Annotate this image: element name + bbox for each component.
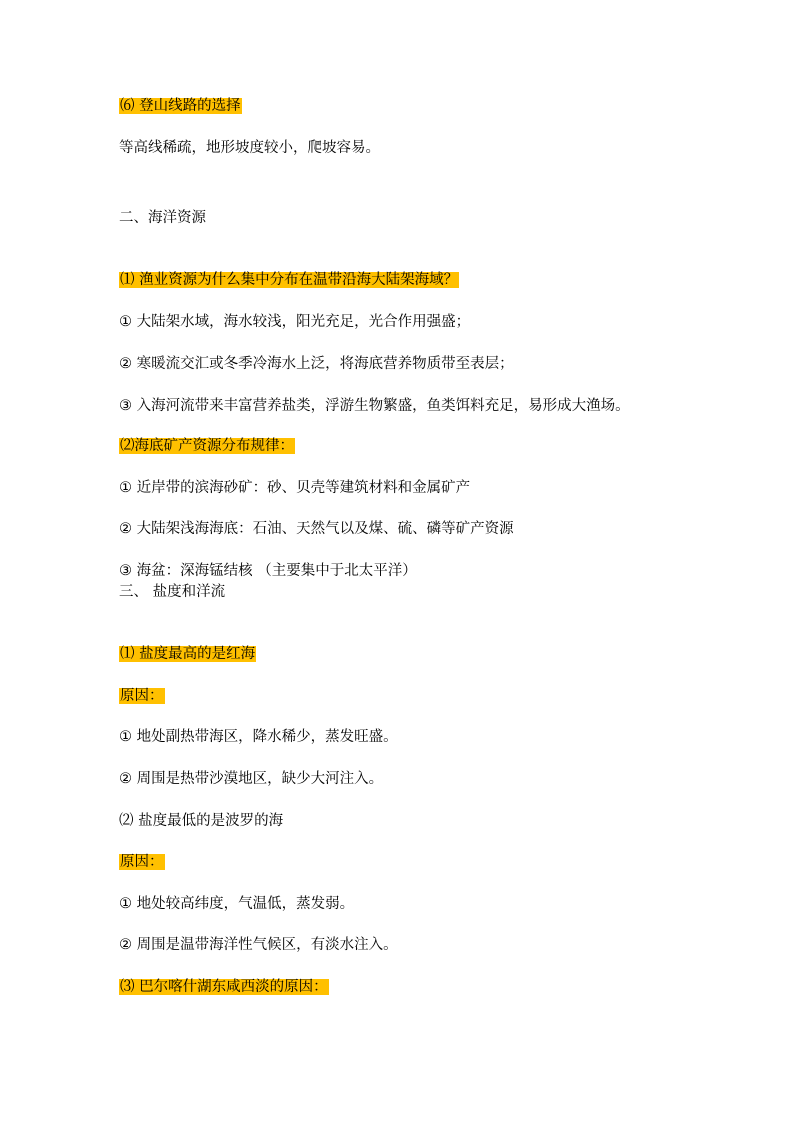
list-item: [119, 478, 470, 498]
list-item-text: ① 地处较高纬度，气温低，蒸发弱。: [119, 896, 355, 912]
list-item-text: ① 近岸带的滨海砂矿：砂、贝壳等建筑材料和金属矿产: [119, 480, 471, 496]
highlighted-text: ⑵海底矿产资源分布规律：: [120, 438, 294, 454]
list-item: [119, 396, 630, 416]
list-item: [119, 519, 514, 539]
heading-reason: [119, 852, 165, 872]
list-item-text: ③ 海盆：深海锰结核 （主要集中于北太平洋）: [119, 563, 417, 579]
heading-highest-salinity: [119, 644, 256, 664]
heading-balkhash-lake: [119, 977, 329, 997]
section-title-text: 二、海洋资源: [119, 210, 206, 226]
paragraph-contour-sparse: [119, 138, 380, 158]
list-item: [119, 769, 383, 789]
section-title-text: 三、 盐度和洋流: [119, 584, 226, 600]
list-item-text: ③ 入海河流带来丰富营养盐类，浮游生物繁盛，鱼类饵料充足，易形成大渔场。: [119, 398, 630, 414]
list-item: [119, 354, 514, 374]
list-item: [119, 561, 417, 581]
list-item-text: ① 地处副热带海区，降水稀少，蒸发旺盛。: [119, 729, 398, 745]
section-title-salinity-currents: [119, 582, 225, 602]
highlighted-text: 原因：: [120, 688, 164, 704]
list-item-text: ② 大陆架浅海海底：石油、天然气以及煤、硫、磷等矿产资源: [119, 521, 514, 537]
list-item: [119, 312, 470, 332]
list-item-text: ② 寒暖流交汇或冬季冷海水上泛，将海底营养物质带至表层；: [119, 356, 514, 372]
heading-seabed-minerals: [119, 436, 295, 456]
highlighted-text: ⑶ 巴尔喀什湖东咸西淡的原因：: [120, 979, 328, 995]
list-item: [119, 935, 398, 955]
list-item: [119, 894, 354, 914]
list-item-text: ① 大陆架水域，海水较浅，阳光充足，光合作用强盛；: [119, 314, 471, 330]
section-title-ocean-resources: [119, 208, 206, 228]
list-item: [119, 727, 398, 747]
list-item-text: ② 周围是热带沙漠地区，缺少大河注入。: [119, 771, 384, 787]
highlighted-text: ⑴ 渔业资源为什么集中分布在温带沿海大陆架海域？: [120, 272, 459, 288]
highlighted-text: ⑴ 盐度最高的是红海: [120, 646, 256, 662]
paragraph-text: 等高线稀疏，地形坡度较小，爬坡容易。: [119, 140, 380, 156]
heading-lowest-salinity: [119, 811, 283, 831]
heading-fishery-question: [119, 270, 459, 290]
highlighted-text: ⑹ 登山线路的选择: [120, 98, 241, 114]
heading-text: ⑵ 盐度最低的是波罗的海: [119, 813, 284, 829]
heading-reason: [119, 686, 165, 706]
list-item-text: ② 周围是温带海洋性气候区，有淡水注入。: [119, 937, 398, 953]
highlighted-text: 原因：: [120, 854, 164, 870]
heading-climbing-route: [119, 96, 242, 116]
